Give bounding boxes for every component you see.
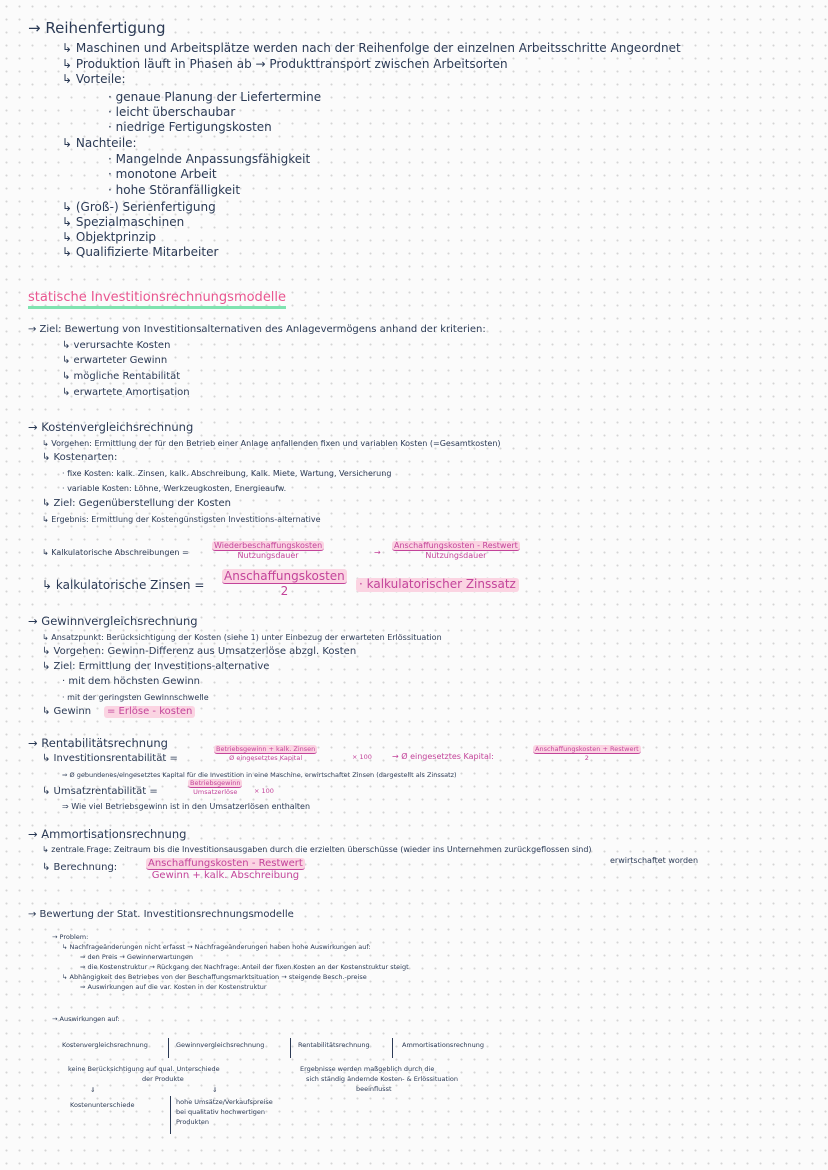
text-line: ↳ Vorgehen: Gewinn-Differenz aus Umsatzerlöse abzgl. Kosten <box>42 646 357 657</box>
list-item: · monotone Arbeit <box>108 167 217 181</box>
multiplier: × 100 <box>254 787 274 795</box>
text-line: sich ständig ändernde Kosten- & Erlössituation <box>306 1075 458 1083</box>
list-item: · genaue Planung der Liefertermine <box>108 90 322 104</box>
column-divider <box>392 1038 393 1058</box>
text-line: ↳ Nachteile: <box>62 136 137 150</box>
column-header: Rentabilitätsrechnung <box>298 1041 370 1049</box>
list-item: · mit dem höchsten Gewinn <box>62 676 201 687</box>
column-header: Ammortisationsrechnung <box>402 1041 485 1049</box>
column-divider <box>290 1038 291 1058</box>
text-line: ⇒ Auswirkungen auf die var. Kosten in der Kostenstruktur <box>80 983 267 991</box>
multiplier: × 100 <box>352 753 372 761</box>
amortisation-heading: → Ammortisationsrechnung <box>28 827 187 841</box>
list-item: · leicht überschaubar <box>108 105 236 119</box>
list-item: ↳ erwartete Amortisation <box>62 387 190 398</box>
rentabilitaet-heading: → Rentabilitätsrechnung <box>28 736 168 750</box>
list-item: ↳ erwarteter Gewinn <box>62 355 168 366</box>
zinsen-fraction <box>222 569 347 598</box>
down-arrow-icon: ⇓ <box>212 1086 218 1094</box>
list-item: ↳ verursachte Kosten <box>62 340 171 351</box>
text-line: ⇒ die Kostenstruktur → Rückgang der Nachfrage: Anteil der fixen Kosten an der Kostenstruktur steigt <box>80 963 409 971</box>
bewertung-heading: → Bewertung der Stat. Investitionsrechnungsmodelle <box>28 909 294 920</box>
formula-label: ↳ kalkulatorische Zinsen = <box>42 578 205 592</box>
text-line: ↳ Nachfrageänderungen nicht erfasst → Nachfrageänderungen haben hohe Auswirkungen auf: <box>62 943 371 951</box>
text-line: ↳ Maschinen und Arbeitsplätze werden nach der Reihenfolge der einzelnen Arbeitsschritte Angeordnet <box>62 41 681 55</box>
text-line: → Ziel: Bewertung von Investitionsalternativen des Anlagevermögens anhand der kriterien: <box>28 324 486 335</box>
text-line: Produkten <box>176 1118 209 1126</box>
text-line: hohe Umsätze/Verkaufspreise <box>176 1098 273 1106</box>
reihenfertigung-heading: → Reihenfertigung <box>28 19 166 37</box>
column-header: Kostenvergleichsrechnung <box>62 1041 148 1049</box>
column-header: Gewinnvergleichsrechnung <box>176 1041 265 1049</box>
fraction-denominator: Umsatzerlöse <box>193 788 238 796</box>
section-title: statische Investitionsrechnungsmodelle <box>28 291 286 309</box>
list-item: · Mangelnde Anpassungsfähigkeit <box>108 152 311 166</box>
text-line: Kostenunterschiede <box>70 1101 135 1109</box>
kostenvergleich-heading: → Kostenvergleichsrechnung <box>28 420 194 434</box>
text-line: ↳ Ziel: Gegenüberstellung der Kosten <box>42 498 231 509</box>
amortisation-fraction <box>146 858 305 881</box>
text-line: Ergebnisse werden maßgeblich durch die <box>300 1065 435 1073</box>
text-line: ⇒ den Preis → Gewinnerwartungen <box>80 953 194 961</box>
abschreibung-fraction-2 <box>392 541 520 560</box>
fraction-denominator: Gewinn + kalk. Abschreibung <box>151 870 300 881</box>
fraction-numerator: Wiederbeschaffungskosten <box>214 541 323 550</box>
fraction-denominator: 2 <box>584 754 589 762</box>
fraction-numerator: Anschaffungskosten + Restwert <box>535 745 639 753</box>
down-arrow-icon: ⇓ <box>90 1086 96 1094</box>
text-line: ↳ Kostenarten: <box>42 452 118 463</box>
list-item: · variable Kosten: Löhne, Werkzeugkosten, Energieaufw. <box>62 484 287 493</box>
text-line: keine Berücksichtigung auf qual. Unterschiede <box>68 1065 220 1073</box>
list-item: · fixe Kosten: kalk. Zinsen, kalk. Abschreibung, Kalk. Miete, Wartung, Versicherung <box>62 469 392 478</box>
investitionsrentabilitaet-fraction <box>214 745 317 762</box>
text-line: ↳ Spezialmaschinen <box>62 215 185 229</box>
text-line: ↳ (Groß-) Serienfertigung <box>62 200 216 214</box>
formula-label: ↳ Investitionsrentabilität = <box>42 753 178 764</box>
formula-arrow-label: → Ø eingesetztes Kapital: <box>392 752 494 761</box>
formula-tail: · kalkulatorischer Zinssatz <box>356 578 519 592</box>
text-line: ↳ Ansatzpunkt: Berücksichtigung der Kosten (siehe 1) unter Einbezug der erwarteten Erlössituation <box>42 633 442 642</box>
column-divider <box>168 1038 169 1058</box>
formula-label: ↳ Kalkulatorische Abschreibungen = <box>42 548 189 557</box>
text-line: ↳ Vorgehen: Ermittlung der für den Betrieb einer Anlage anfallenden fixen und variablen Kosten (=Gesamtkosten) <box>42 439 501 448</box>
text-line: ↳ Gewinn <box>42 706 92 717</box>
fraction-numerator: Betriebsgewinn + kalk. Zinsen <box>216 745 316 753</box>
text-line: ↳ Objektprinzip <box>62 230 157 244</box>
list-item: · niedrige Fertigungskosten <box>108 120 272 134</box>
text-line: erwirtschaftet worden <box>610 856 699 865</box>
fraction-numerator: Anschaffungskosten <box>224 569 345 583</box>
text-line: ↳ Qualifizierte Mitarbeiter <box>62 245 219 259</box>
column-divider <box>170 1096 171 1134</box>
fraction-denominator: Nutzungsdauer <box>237 551 299 560</box>
gewinn-formula: = Erlöse - kosten <box>104 706 195 718</box>
arrow-icon: → <box>374 548 381 557</box>
list-item: ↳ mögliche Rentabilität <box>62 371 181 382</box>
text-line: → Auswirkungen auf: <box>52 1015 120 1023</box>
formula-label: ↳ Umsatzrentabilität = <box>42 786 158 797</box>
text-line: ↳ Vorteile: <box>62 72 126 86</box>
text-line: ⇒ Wie viel Betriebsgewinn ist in den Umsatzerlösen enthalten <box>62 802 311 811</box>
text-line: bei qualitativ hochwertigen <box>176 1108 266 1116</box>
list-item: · hohe Störanfälligkeit <box>108 183 241 197</box>
text-line: ↳ Ziel: Ermittlung der Investitions-alternative <box>42 661 270 672</box>
umsatzrentabilitaet-fraction <box>188 779 242 796</box>
fraction-denominator: Nutzungsdauer <box>425 551 487 560</box>
fraction-numerator: Anschaffungskosten - Restwert <box>394 541 518 550</box>
text-line: beeinflusst <box>356 1085 392 1093</box>
fraction-denominator: Ø eingesetztes Kapital <box>229 754 303 762</box>
text-line: ↳ Produktion läuft in Phasen ab → Produkttransport zwischen Arbeitsorten <box>62 57 508 71</box>
text-line: ↳ Abhängigkeit des Betriebes von der Beschaffungsmarktsituation → steigende Besch.-preise <box>62 973 367 981</box>
text-line: ↳ Ergebnis: Ermittlung der Kostengünstigsten Investitions-alternative <box>42 515 321 524</box>
formula-label: ↳ Berechnung: <box>42 862 118 873</box>
text-line: ↳ zentrale Frage: Zeitraum bis die Investitionsausgaben durch die erzielten überschüsse (wieder ins Unternehmen zurückgeflossen sind) <box>42 845 592 854</box>
text-line: der Produkte <box>142 1075 184 1083</box>
fraction-numerator: Anschaffungskosten - Restwert <box>148 858 303 869</box>
fraction-denominator: 2 <box>280 584 289 598</box>
gewinnvergleich-heading: → Gewinnvergleichsrechnung <box>28 614 198 628</box>
list-item: · mit der geringsten Gewinnschwelle <box>62 693 209 702</box>
text-line: → Problem: <box>52 933 89 941</box>
fraction-numerator: Betriebsgewinn <box>190 779 241 787</box>
abschreibung-fraction <box>212 541 324 560</box>
text-line: ⇒ Ø gebundenes/eingesetztes Kapital für die Investition in eine Maschine, erwirtschaftet Zinsen (dargestellt als Zinssatz) <box>62 771 457 779</box>
kapital-fraction <box>533 745 641 762</box>
